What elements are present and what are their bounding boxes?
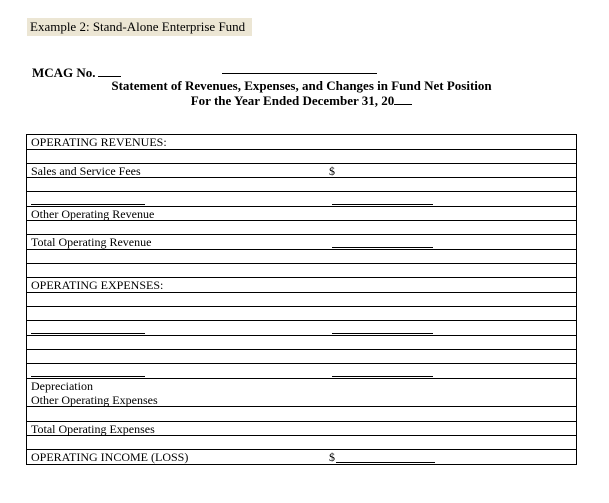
period-text: For the Year Ended December 31, 20 [190,93,395,108]
financial-statement-table [26,134,577,465]
year-blank [394,94,412,105]
grid-line [26,363,577,364]
mcag-label-text: MCAG No. [32,65,96,80]
grid-line [26,249,577,250]
entry-underline [31,333,145,334]
other-operating-revenue-label: Other Operating Revenue [31,207,155,221]
operating-income-loss-label: OPERATING INCOME (LOSS) [31,450,189,464]
amount-underline [332,376,433,377]
operating-expenses-heading: OPERATING EXPENSES: [31,278,164,292]
grid-line [26,320,577,321]
grid-line [26,191,577,192]
period-line [0,93,606,108]
depreciation-label: Depreciation [31,379,93,393]
table-border-left [26,134,27,465]
entry-underline [31,204,145,205]
grid-line [26,263,577,264]
grid-line [26,349,577,350]
grid-line [26,335,577,336]
amount-underline [332,204,433,205]
grid-line [26,149,577,150]
total-operating-revenue-label: Total Operating Revenue [31,235,152,249]
mcag-number-blank [98,64,121,77]
operating-revenues-heading: OPERATING REVENUES: [31,135,167,149]
amount-underline [332,333,433,334]
grid-line [26,464,577,465]
dollar-sign: $ [329,450,335,464]
dollar-sign: $ [329,164,335,178]
other-operating-expenses-label: Other Operating Expenses [31,393,158,407]
entry-underline [31,376,145,377]
statement-heading [0,78,609,108]
entity-name-blank [222,73,377,74]
amount-underline [332,247,433,248]
grid-line [26,306,577,307]
sales-service-fees-label: Sales and Service Fees [31,164,141,178]
grid-line [26,292,577,293]
table-border-right [576,134,577,465]
grid-line [26,378,577,379]
total-operating-expenses-label: Total Operating Expenses [31,422,155,436]
example-title: Example 2: Stand-Alone Enterprise Fund [27,18,252,36]
amount-underline [336,462,435,463]
statement-title: Statement of Revenues, Expenses, and Changes in Fund Net Position [111,78,492,93]
